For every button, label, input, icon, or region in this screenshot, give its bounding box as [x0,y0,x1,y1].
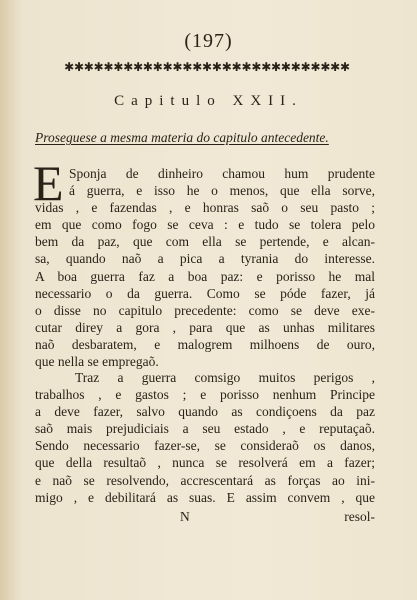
ornament-border: ✱✱✱✱✱✱✱✱✱✱✱✱✱✱✱✱✱✱✱✱✱✱✱✱✱✱✱✱✱ [64,60,350,74]
text-line: sa, quando naõ a pica a tyrania do interesse. [35,251,375,267]
catchword: resol- [344,509,375,524]
text-line: bem da paz, que com ella se pertende, e alcan- [35,234,375,250]
page-number: (197) [184,30,233,52]
drop-cap: E [33,155,64,211]
text-line: saõ mais prejudiciais a seu estado , e reputaçaõ. [35,421,375,437]
text-line: e naõ se resolvendo, accrescentará as forças ao ini- [35,472,375,488]
chapter-title: Capitulo XXII. [114,93,303,109]
text-line: trabalhos , e gastos ; e porisso nenhum Principe [35,387,375,403]
text-line: necessario o da guerra. Como se póde fazer, já [35,285,375,301]
text-line: que nella se empregaõ. [35,354,159,370]
text-line: migo , e debilitará as suas. E assim convem , que [35,489,375,505]
text-line: cutar direy a gora , para que as unhas militares [35,319,375,335]
text-line: Sendo necessario fazer-se, se consideraõ os danos, [35,438,375,454]
paragraph-1 [35,165,375,370]
signature-mark: N [180,509,190,524]
text-line: A boa guerra faz a boa paz: e porisso he mal [35,268,375,284]
page-footer [35,509,375,527]
text-line: vidas , e fazendas , e honras saõ o seu pasto ; [35,200,375,216]
text-line: Traz a guerra comsigo muitos perigos , [75,370,375,385]
chapter-subtitle: Proseguese a mesma materia do capitulo antecedente. [35,130,329,145]
text-line: á guerra, e isso he o menos, que ella sorve, [69,183,375,199]
text-line: Sponja de dinheiro chamou hum prudente [69,166,375,181]
text-line: que della resultaõ , nunca se resolverá em a fazer; [35,455,375,471]
paragraph-2 [35,369,375,506]
text-line: naõ desbaratem, e malogrem milhoens de ouro, [35,336,375,352]
text-line: a deve fazer, salvo quando as condiçoens da paz [35,404,375,420]
text-line: o disse no capitulo precedente: como se deve exe- [35,302,375,318]
text-line: em que como fogo se ceva : e tudo se tolera pelo [35,217,375,233]
